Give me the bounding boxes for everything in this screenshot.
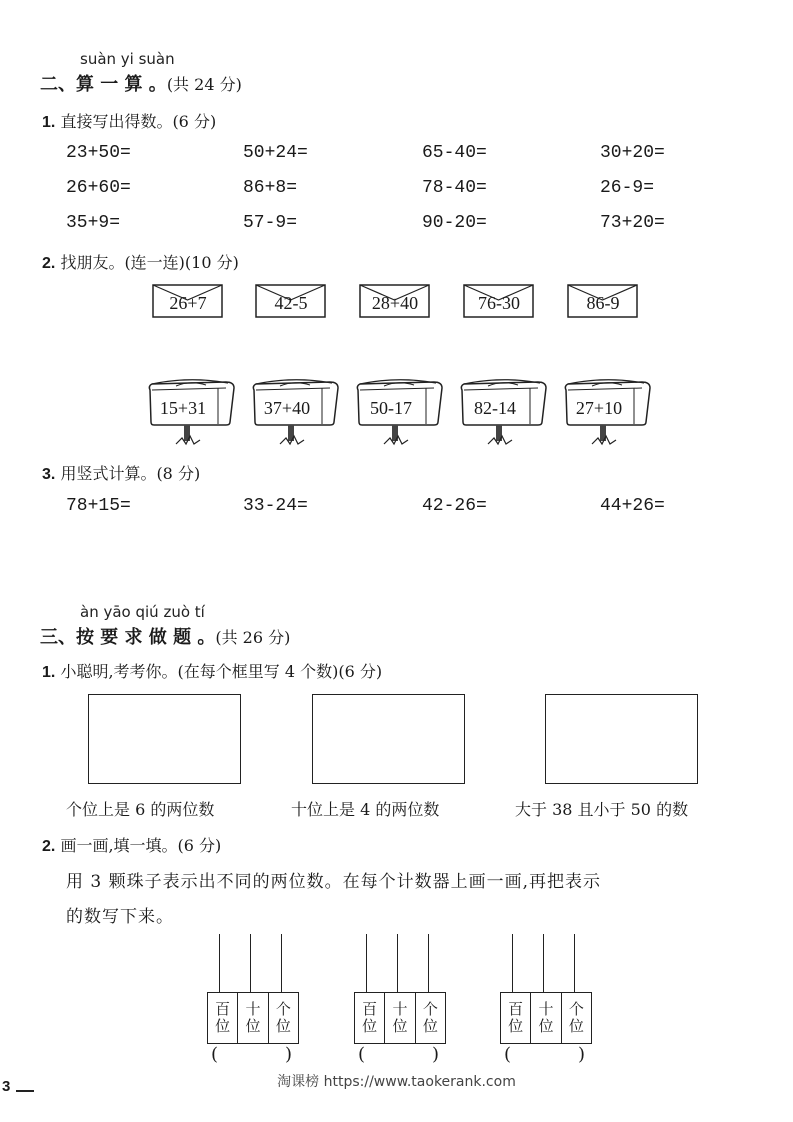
- problem-r1-c3: 65-40=: [422, 143, 487, 163]
- counter-base: [207, 992, 299, 1044]
- place-value-label: [238, 993, 268, 1043]
- counter-rod[interactable]: [281, 934, 282, 992]
- s2-q1-heading: [42, 109, 216, 132]
- problem-r2-c1: 26+60=: [66, 178, 131, 198]
- place-value-char: 个: [275, 1000, 291, 1018]
- place-value-char: 百: [215, 1000, 231, 1018]
- s2-q2-text: 找朋友。(连一连)(10 分): [60, 253, 239, 272]
- mailbox[interactable]: [458, 378, 548, 448]
- mailbox[interactable]: [354, 378, 444, 448]
- s3-q2-text: 画一画,填一填。(6 分): [60, 836, 222, 855]
- envelope[interactable]: [255, 283, 327, 319]
- answer-paren-open: (: [211, 1044, 219, 1065]
- place-value-label: [562, 993, 591, 1043]
- footer-watermark: 淘课榜 https://www.taokerank.com: [277, 1074, 516, 1090]
- place-value-char: 十: [392, 1000, 408, 1018]
- place-value-char: 位: [245, 1017, 261, 1035]
- s2-q3-number: 3.: [42, 466, 56, 483]
- counter-base: [500, 992, 592, 1044]
- envelope[interactable]: [359, 283, 431, 319]
- counter-base: [354, 992, 446, 1044]
- envelope-expression: 86-9: [586, 293, 620, 313]
- place-value-char: 个: [422, 1000, 438, 1018]
- mailbox-expression: 27+10: [575, 398, 623, 418]
- answer-paren-close: ): [432, 1044, 440, 1065]
- s3-q2-instruction-line2: 的数写下来。: [66, 907, 174, 927]
- s3-q1-heading: [42, 659, 382, 682]
- envelope[interactable]: [152, 283, 224, 319]
- section2-points: (共 24 分): [166, 75, 242, 94]
- vertical-calc-problem: 42-26=: [422, 496, 487, 516]
- place-value-char: 位: [215, 1017, 231, 1035]
- place-value-char: 位: [392, 1017, 408, 1035]
- section3-title: [40, 623, 290, 649]
- envelope[interactable]: [463, 283, 535, 319]
- answer-box-3[interactable]: [545, 694, 698, 784]
- mailbox[interactable]: [562, 378, 652, 448]
- page-number: 3: [2, 1078, 11, 1095]
- counter-rod[interactable]: [397, 934, 398, 992]
- s3-q2-heading: [42, 833, 221, 856]
- place-value-char: 个: [568, 1000, 584, 1018]
- place-value-char: 百: [508, 1000, 524, 1018]
- counter-rod[interactable]: [219, 934, 220, 992]
- envelope[interactable]: [567, 283, 639, 319]
- section3-pinyin: àn yāo qiú zuò tí: [80, 603, 205, 621]
- problem-r3-c2: 57-9=: [243, 213, 298, 233]
- s2-q2-number: 2.: [42, 255, 56, 272]
- section3-title-text: 三、按 要 求 做 题 。: [40, 627, 216, 648]
- problem-r1-c2: 50+24=: [243, 143, 308, 163]
- place-value-char: 十: [245, 1000, 261, 1018]
- vertical-calc-problem: 44+26=: [600, 496, 665, 516]
- s2-q1-number: 1.: [42, 114, 56, 131]
- problem-r3-c1: 35+9=: [66, 213, 121, 233]
- answer-paren-open: (: [358, 1044, 366, 1065]
- s3-q1-number: 1.: [42, 664, 56, 681]
- place-value-char: 位: [538, 1017, 554, 1035]
- section3-points: (共 26 分): [215, 628, 291, 647]
- place-value-char: 十: [538, 1000, 554, 1018]
- envelope-expression: 76-30: [478, 293, 520, 313]
- section2-pinyin: suàn yi suàn: [80, 50, 175, 68]
- answer-box-label-1: 个位上是 6 的两位数: [66, 800, 215, 819]
- problem-r3-c4: 73+20=: [600, 213, 665, 233]
- place-value-char: 位: [362, 1017, 378, 1035]
- place-value-label: [531, 993, 561, 1043]
- answer-box-1[interactable]: [88, 694, 241, 784]
- counter-rod[interactable]: [543, 934, 544, 992]
- counter-rod[interactable]: [250, 934, 251, 992]
- vertical-calc-problem: 78+15=: [66, 496, 131, 516]
- answer-box-2[interactable]: [312, 694, 465, 784]
- mailbox[interactable]: [250, 378, 340, 448]
- answer-box-label-3: 大于 38 且小于 50 的数: [515, 800, 689, 819]
- place-value-char: 位: [275, 1017, 291, 1035]
- place-value-char: 位: [508, 1017, 524, 1035]
- place-value-label: [385, 993, 415, 1043]
- s2-q3-heading: [42, 461, 200, 484]
- mailbox[interactable]: [146, 378, 236, 448]
- counter-rod[interactable]: [574, 934, 575, 992]
- place-value-label: [355, 993, 385, 1043]
- problem-r1-c1: 23+50=: [66, 143, 131, 163]
- answer-paren-close: ): [285, 1044, 293, 1065]
- problem-r1-c4: 30+20=: [600, 143, 665, 163]
- mailbox-expression: 37+40: [263, 398, 311, 418]
- place-value-label: [269, 993, 298, 1043]
- s2-q3-text: 用竖式计算。(8 分): [60, 464, 201, 483]
- s3-q1-text: 小聪明,考考你。(在每个框里写 4 个数)(6 分): [60, 662, 383, 681]
- envelope-expression: 42-5: [274, 293, 308, 313]
- counter-rod[interactable]: [428, 934, 429, 992]
- mailbox-expression: 82-14: [474, 398, 516, 418]
- problem-r2-c4: 26-9=: [600, 178, 655, 198]
- answer-paren-close: ): [578, 1044, 586, 1065]
- mailbox-expression: 50-17: [370, 398, 412, 418]
- section2-title: [40, 70, 242, 96]
- place-value-label: [501, 993, 531, 1043]
- envelope-expression: 28+40: [371, 293, 419, 313]
- s2-q1-text: 直接写出得数。(6 分): [60, 112, 217, 131]
- place-value-label: [416, 993, 445, 1043]
- envelope-expression: 26+7: [169, 293, 207, 313]
- place-value-label: [208, 993, 238, 1043]
- s3-q2-number: 2.: [42, 838, 56, 855]
- answer-paren-open: (: [504, 1044, 512, 1065]
- counter-rod[interactable]: [512, 934, 513, 992]
- s2-q2-heading: [42, 250, 239, 273]
- s3-q2-instruction-line1: 用 3 颗珠子表示出不同的两位数。在每个计数器上画一画,再把表示: [66, 872, 602, 892]
- place-value-char: 位: [422, 1017, 438, 1035]
- answer-box-label-2: 十位上是 4 的两位数: [291, 800, 440, 819]
- section2-title-text: 二、算 一 算 。: [40, 74, 167, 95]
- problem-r2-c3: 78-40=: [422, 178, 487, 198]
- bead-counter[interactable]: [207, 934, 299, 1064]
- place-value-char: 位: [568, 1017, 584, 1035]
- mailbox-expression: 15+31: [159, 398, 207, 418]
- problem-r3-c3: 90-20=: [422, 213, 487, 233]
- problem-r2-c2: 86+8=: [243, 178, 298, 198]
- bead-counter[interactable]: [354, 934, 446, 1064]
- counter-rod[interactable]: [366, 934, 367, 992]
- bead-counter[interactable]: [500, 934, 592, 1064]
- vertical-calc-problem: 33-24=: [243, 496, 308, 516]
- place-value-char: 百: [362, 1000, 378, 1018]
